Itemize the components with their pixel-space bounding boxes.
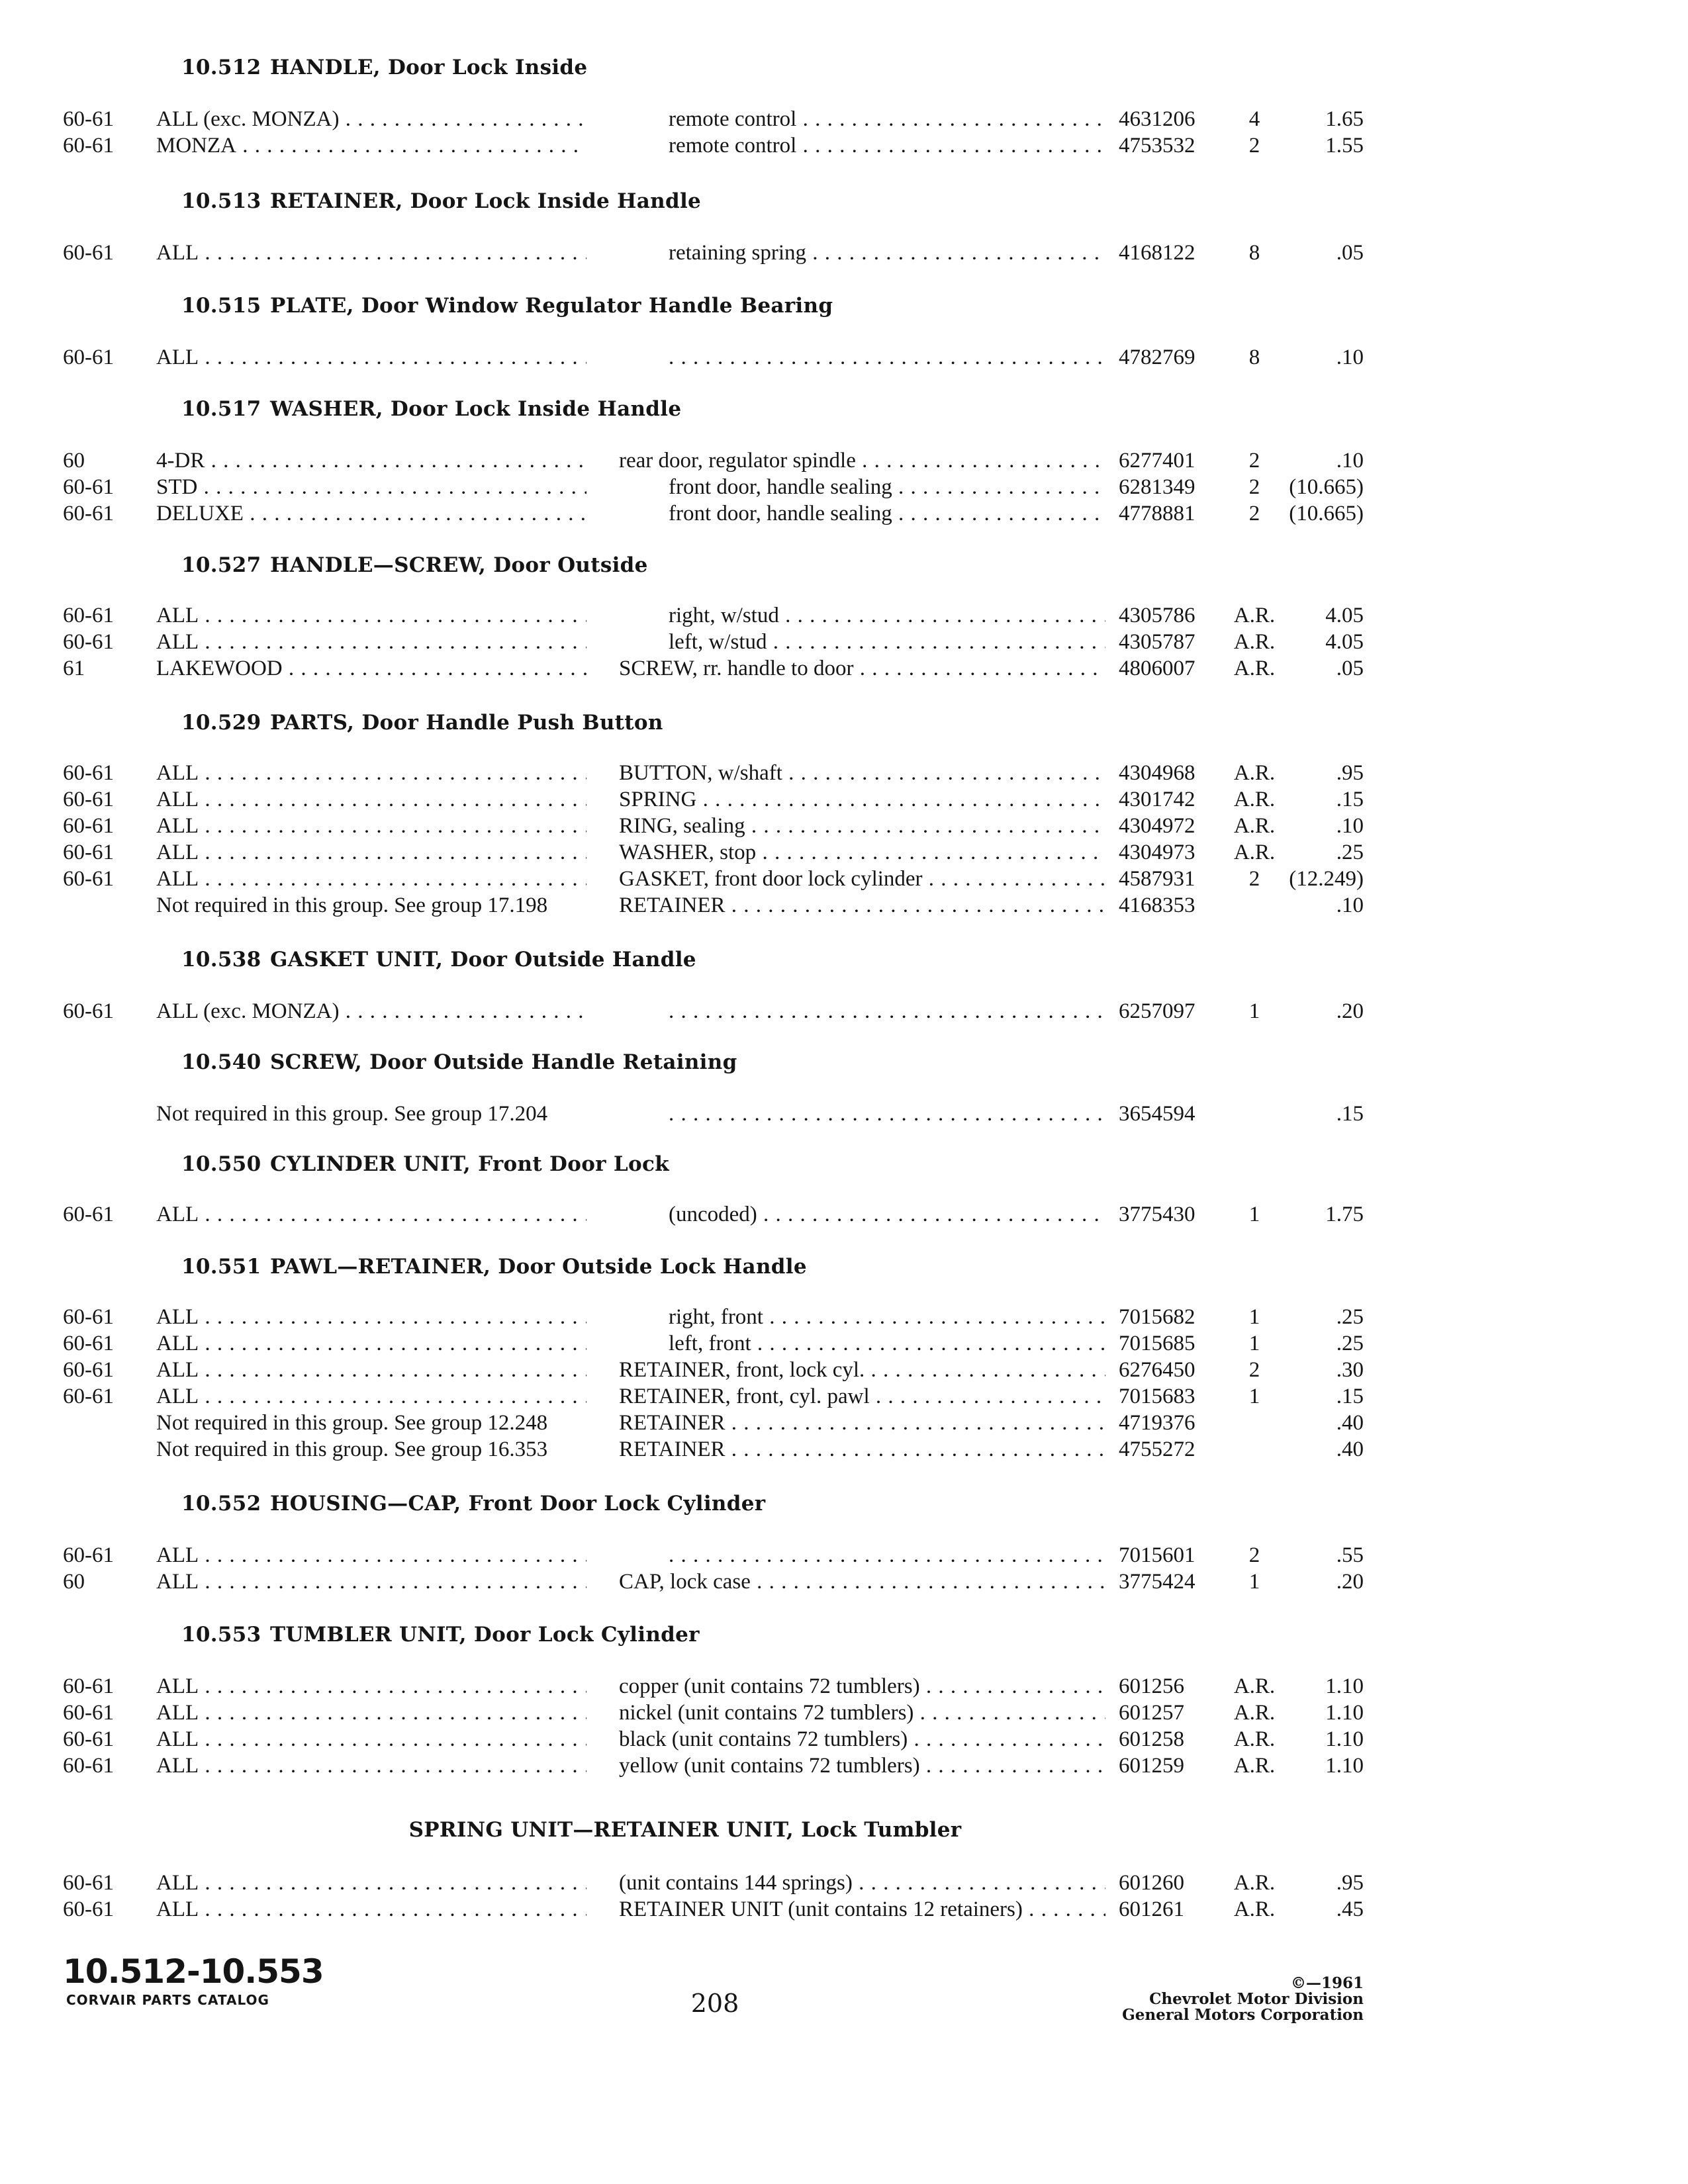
table-row [0, 132, 1370, 159]
model-cell: ALL . . . [156, 602, 586, 629]
year-cell: 60-61 [63, 1543, 114, 1567]
section-code: 10.527 [181, 553, 261, 577]
section-code: 10.529 [181, 711, 261, 735]
table-row [0, 839, 1370, 866]
table-row [0, 1383, 1370, 1410]
section-title: SPRING UNIT—RETAINER UNIT, Lock Tumbler [408, 1818, 962, 1842]
section-title: PAWL—RETAINER, Door Outside Lock Handle [270, 1255, 807, 1279]
quantity-cell: A.R. [1233, 1897, 1276, 1921]
quantity-cell: A.R. [1233, 1674, 1276, 1698]
section-heading [181, 945, 696, 974]
quantity-cell: 2 [1248, 1543, 1260, 1567]
description-cell: left, front . . . [669, 1330, 1105, 1357]
section-title: RETAINER, Door Lock Inside Handle [270, 189, 702, 213]
part-number-cell: 4304968 [1119, 761, 1196, 785]
table-row [0, 1101, 1370, 1127]
price-cell: .20 [1336, 1570, 1364, 1594]
model-cell: 4-DR . . . [156, 447, 586, 474]
table-row [0, 500, 1370, 527]
section-title: HANDLE—SCREW, Door Outside [270, 553, 648, 577]
description-cell [669, 998, 1105, 1024]
part-number-cell: 6277401 [1119, 449, 1196, 473]
price-cell: .40 [1336, 1411, 1364, 1435]
price-cell: .15 [1336, 1102, 1364, 1126]
model-cell: ALL . . . [156, 1896, 586, 1923]
table-row [0, 602, 1370, 629]
price-cell: .15 [1336, 1385, 1364, 1408]
part-number-cell: 7015682 [1119, 1305, 1196, 1329]
year-cell: 60-61 [63, 345, 114, 369]
model-cell: ALL . . . [156, 1569, 586, 1595]
quantity-cell: 2 [1248, 449, 1260, 473]
year-cell: 60-61 [63, 761, 114, 785]
price-cell: .10 [1336, 345, 1364, 369]
description-cell: right, w/stud . . . [669, 602, 1105, 629]
description-cell: black (unit contains 72 tumblers) . . . [619, 1726, 1105, 1752]
part-number-cell: 7015683 [1119, 1385, 1196, 1408]
table-row [0, 1542, 1370, 1569]
price-cell: .25 [1336, 841, 1364, 864]
price-cell: 4.05 [1325, 630, 1364, 654]
description-cell: RING, sealing . . . [619, 813, 1105, 839]
price-cell: 1.65 [1325, 107, 1364, 131]
section-title: HOUSING—CAP, Front Door Lock Cylinder [270, 1492, 766, 1516]
model-cell: ALL . . . [156, 1357, 586, 1383]
model-cell: LAKEWOOD . . . [156, 655, 586, 682]
year-cell: 60-61 [63, 1385, 114, 1408]
quantity-cell: 2 [1248, 867, 1260, 891]
description-cell: SPRING . . . [619, 786, 1105, 813]
model-cell: Not required in this group. See group 16.353 [156, 1437, 548, 1461]
quantity-cell: 1 [1248, 1332, 1260, 1355]
year-cell: 60-61 [63, 867, 114, 891]
description-cell: front door, handle sealing . . . [669, 500, 1105, 527]
quantity-cell: A.R. [1233, 604, 1276, 627]
year-cell: 60-61 [63, 788, 114, 811]
section-code: 10.512 [181, 56, 261, 79]
model-cell: ALL . . . [156, 1700, 586, 1726]
table-row [0, 655, 1370, 682]
table-row [0, 1726, 1370, 1752]
model-cell: ALL . . . [156, 1752, 586, 1779]
quantity-cell: 2 [1248, 475, 1260, 499]
table-row [0, 1357, 1370, 1383]
price-cell: .55 [1336, 1543, 1364, 1567]
description-cell: RETAINER, front, lock cyl. . . . [619, 1357, 1105, 1383]
section-code: 10.538 [181, 948, 261, 972]
part-number-cell: 6257097 [1119, 999, 1196, 1023]
year-cell: 60-61 [63, 841, 114, 864]
price-cell: .30 [1336, 1358, 1364, 1382]
part-number-cell: 3775430 [1119, 1203, 1196, 1226]
price-cell: 1.10 [1325, 1674, 1364, 1698]
model-cell: ALL . . . [156, 1673, 586, 1700]
year-cell: 60-61 [63, 604, 114, 627]
table-row [0, 106, 1370, 132]
model-cell: ALL . . . [156, 1383, 586, 1410]
copyright: ©—1961 [1290, 1974, 1364, 1992]
description-cell: copper (unit contains 72 tumblers) . . . [619, 1673, 1105, 1700]
description-cell: remote control . . . [669, 106, 1105, 132]
model-cell: ALL (exc. MONZA) . . . [156, 998, 586, 1024]
quantity-cell: A.R. [1233, 630, 1276, 654]
table-row [0, 1201, 1370, 1228]
quantity-cell: 1 [1248, 1570, 1260, 1594]
year-cell: 60-61 [63, 502, 114, 525]
model-cell: ALL . . . [156, 1542, 586, 1569]
description-cell: RETAINER . . . [619, 892, 1105, 919]
year-cell: 60-61 [63, 1727, 114, 1751]
table-row [0, 813, 1370, 839]
model-cell: ALL . . . [156, 1304, 586, 1330]
year-cell: 60-61 [63, 814, 114, 838]
year-cell: 60-61 [63, 1871, 114, 1895]
table-row [0, 1870, 1370, 1896]
quantity-cell: 1 [1248, 999, 1260, 1023]
year-cell: 60 [63, 1570, 85, 1594]
section-code: 10.553 [181, 1623, 261, 1647]
quantity-cell: 1 [1248, 1305, 1260, 1329]
part-number-cell: 601260 [1119, 1871, 1184, 1895]
quantity-cell: 8 [1248, 345, 1260, 369]
part-number-cell: 4301742 [1119, 788, 1196, 811]
description-cell: RETAINER . . . [619, 1410, 1105, 1436]
section-heading [181, 187, 701, 216]
model-cell: Not required in this group. See group 17.198 [156, 893, 548, 917]
section-code: 10.551 [181, 1255, 261, 1279]
section-code: 10.513 [181, 189, 261, 213]
quantity-cell: 2 [1248, 1358, 1260, 1382]
year-cell: 61 [63, 657, 85, 680]
price-cell: .45 [1336, 1897, 1364, 1921]
description-cell: rear door, regulator spindle . . . [619, 447, 1105, 474]
section-heading [181, 53, 587, 82]
table-row [0, 892, 1370, 919]
quantity-cell: 4 [1248, 107, 1260, 131]
description-cell [669, 344, 1105, 371]
part-number-cell: 4304973 [1119, 841, 1196, 864]
description-cell: remote control . . . [669, 132, 1105, 159]
footer-catalog-name: CORVAIR PARTS CATALOG [66, 1992, 269, 2008]
section-heading [0, 1815, 1370, 1844]
division: Chevrolet Motor Division [1149, 1990, 1364, 2008]
price-cell: 1.75 [1325, 1203, 1364, 1226]
description-cell [669, 1101, 1105, 1127]
part-number-cell: 601259 [1119, 1754, 1184, 1778]
part-number-cell: 6281349 [1119, 475, 1196, 499]
model-cell: ALL . . . [156, 813, 586, 839]
table-row [0, 1673, 1370, 1700]
quantity-cell: A.R. [1233, 814, 1276, 838]
part-number-cell: 4168353 [1119, 893, 1196, 917]
table-row [0, 1752, 1370, 1779]
model-cell: ALL . . . [156, 866, 586, 892]
description-cell: BUTTON, w/shaft . . . [619, 760, 1105, 786]
model-cell: ALL . . . [156, 240, 586, 266]
price-cell: (10.665) [1289, 502, 1364, 525]
model-cell: ALL . . . [156, 786, 586, 813]
table-row [0, 1700, 1370, 1726]
year-cell: 60-61 [63, 475, 114, 499]
description-cell: GASKET, front door lock cylinder . . . [619, 866, 1105, 892]
year-cell: 60-61 [63, 1674, 114, 1698]
table-row [0, 1896, 1370, 1923]
table-row [0, 474, 1370, 500]
price-cell: (10.665) [1289, 475, 1364, 499]
price-cell: .05 [1336, 657, 1364, 680]
model-cell: ALL . . . [156, 629, 586, 655]
description-cell: (unit contains 144 springs) . . . [619, 1870, 1105, 1896]
section-heading [181, 291, 833, 320]
part-number-cell: 601257 [1119, 1701, 1184, 1725]
price-cell: .95 [1336, 1871, 1364, 1895]
section-title: TUMBLER UNIT, Door Lock Cylinder [270, 1623, 700, 1647]
part-number-cell: 7015601 [1119, 1543, 1196, 1567]
description-cell: left, w/stud . . . [669, 629, 1105, 655]
table-row [0, 1410, 1370, 1436]
model-cell: ALL . . . [156, 1330, 586, 1357]
model-cell: ALL . . . [156, 1870, 586, 1896]
model-cell: ALL . . . [156, 760, 586, 786]
price-cell: .15 [1336, 788, 1364, 811]
section-code: 10.515 [181, 294, 261, 318]
section-heading [181, 1252, 807, 1281]
corporation: General Motors Corporation [1122, 2006, 1364, 2024]
price-cell: 1.10 [1325, 1701, 1364, 1725]
price-cell: .20 [1336, 999, 1364, 1023]
part-number-cell: 4305786 [1119, 604, 1196, 627]
part-number-cell: 3654594 [1119, 1102, 1196, 1126]
part-number-cell: 601256 [1119, 1674, 1184, 1698]
section-title: PARTS, Door Handle Push Button [270, 711, 663, 735]
part-number-cell: 601258 [1119, 1727, 1184, 1751]
price-cell: .25 [1336, 1332, 1364, 1355]
table-row [0, 998, 1370, 1024]
price-cell: .40 [1336, 1437, 1364, 1461]
price-cell: .10 [1336, 449, 1364, 473]
part-number-cell: 4753532 [1119, 134, 1196, 158]
quantity-cell: A.R. [1233, 841, 1276, 864]
table-row [0, 1304, 1370, 1330]
part-number-cell: 7015685 [1119, 1332, 1196, 1355]
price-cell: (12.249) [1289, 867, 1364, 891]
description-cell: RETAINER, front, cyl. pawl . . . [619, 1383, 1105, 1410]
section-heading [181, 1150, 669, 1179]
part-number-cell: 4305787 [1119, 630, 1196, 654]
model-cell: Not required in this group. See group 12.248 [156, 1411, 548, 1435]
section-heading [181, 1048, 737, 1077]
section-heading [181, 1489, 765, 1518]
table-row [0, 240, 1370, 266]
quantity-cell: A.R. [1233, 1701, 1276, 1725]
part-number-cell: 4778881 [1119, 502, 1196, 525]
description-cell: yellow (unit contains 72 tumblers) . . . [619, 1752, 1105, 1779]
quantity-cell: A.R. [1233, 1727, 1276, 1751]
table-row [0, 1569, 1370, 1595]
table-row [0, 344, 1370, 371]
year-cell: 60-61 [63, 1701, 114, 1725]
quantity-cell: A.R. [1233, 761, 1276, 785]
part-number-cell: 6276450 [1119, 1358, 1196, 1382]
section-code: 10.517 [181, 397, 261, 421]
price-cell: 1.10 [1325, 1727, 1364, 1751]
table-row [0, 760, 1370, 786]
part-number-cell: 4755272 [1119, 1437, 1196, 1461]
part-number-cell: 601261 [1119, 1897, 1184, 1921]
description-cell: SCREW, rr. handle to door . . . [619, 655, 1105, 682]
model-cell: ALL . . . [156, 839, 586, 866]
model-cell: Not required in this group. See group 17.204 [156, 1102, 548, 1126]
table-row [0, 447, 1370, 474]
section-heading [181, 551, 648, 580]
price-cell: .25 [1336, 1305, 1364, 1329]
footer-code-range: 10.512-10.553 [63, 1952, 324, 1991]
model-cell: STD . . . [156, 474, 586, 500]
model-cell: ALL . . . [156, 344, 586, 371]
description-cell: right, front . . . [669, 1304, 1105, 1330]
price-cell: .10 [1336, 814, 1364, 838]
section-code: 10.540 [181, 1050, 261, 1074]
part-number-cell: 4719376 [1119, 1411, 1196, 1435]
model-cell: ALL . . . [156, 1726, 586, 1752]
year-cell: 60-61 [63, 630, 114, 654]
table-row [0, 1330, 1370, 1357]
model-cell: MONZA . . . [156, 132, 586, 159]
footer-corporation [1122, 1976, 1364, 2023]
year-cell: 60-61 [63, 107, 114, 131]
model-cell: ALL . . . [156, 1201, 586, 1228]
section-heading [181, 394, 681, 424]
part-number-cell: 3775424 [1119, 1570, 1196, 1594]
year-cell: 60-61 [63, 1358, 114, 1382]
description-cell: WASHER, stop . . . [619, 839, 1105, 866]
table-row [0, 866, 1370, 892]
description-cell: retaining spring . . . [669, 240, 1105, 266]
quantity-cell: A.R. [1233, 1754, 1276, 1778]
quantity-cell: 8 [1248, 241, 1260, 265]
price-cell: .05 [1336, 241, 1364, 265]
model-cell: DELUXE . . . [156, 500, 586, 527]
year-cell: 60-61 [63, 1305, 114, 1329]
section-heading [181, 1620, 700, 1649]
year-cell: 60 [63, 449, 85, 473]
section-title: CYLINDER UNIT, Front Door Lock [270, 1152, 669, 1176]
description-cell: RETAINER UNIT (unit contains 12 retainers) . . . [619, 1896, 1105, 1923]
description-cell: (uncoded) . . . [669, 1201, 1105, 1228]
quantity-cell: 1 [1248, 1203, 1260, 1226]
section-title: GASKET UNIT, Door Outside Handle [270, 948, 696, 972]
table-row [0, 629, 1370, 655]
year-cell: 60-61 [63, 134, 114, 158]
year-cell: 60-61 [63, 999, 114, 1023]
section-title: WASHER, Door Lock Inside Handle [270, 397, 682, 421]
description-cell: CAP, lock case . . . [619, 1569, 1105, 1595]
section-code: 10.550 [181, 1152, 261, 1176]
table-row [0, 786, 1370, 813]
price-cell: 1.10 [1325, 1754, 1364, 1778]
section-code: 10.552 [181, 1492, 261, 1516]
section-heading [181, 708, 663, 737]
quantity-cell: A.R. [1233, 657, 1276, 680]
quantity-cell: A.R. [1233, 1871, 1276, 1895]
table-row [0, 1436, 1370, 1463]
year-cell: 60-61 [63, 241, 114, 265]
quantity-cell: 2 [1248, 134, 1260, 158]
price-cell: 4.05 [1325, 604, 1364, 627]
description-cell: nickel (unit contains 72 tumblers) . . . [619, 1700, 1105, 1726]
part-number-cell: 4631206 [1119, 107, 1196, 131]
part-number-cell: 4587931 [1119, 867, 1196, 891]
part-number-cell: 4806007 [1119, 657, 1196, 680]
description-cell: front door, handle sealing . . . [669, 474, 1105, 500]
section-title: HANDLE, Door Lock Inside [270, 56, 588, 79]
page-number: 208 [690, 1989, 739, 2018]
price-cell: .95 [1336, 761, 1364, 785]
section-title: PLATE, Door Window Regulator Handle Bearing [270, 294, 833, 318]
quantity-cell: A.R. [1233, 788, 1276, 811]
description-cell [669, 1542, 1105, 1569]
part-number-cell: 4782769 [1119, 345, 1196, 369]
price-cell: 1.55 [1325, 134, 1364, 158]
quantity-cell: 1 [1248, 1385, 1260, 1408]
year-cell: 60-61 [63, 1332, 114, 1355]
description-cell: RETAINER . . . [619, 1436, 1105, 1463]
year-cell: 60-61 [63, 1754, 114, 1778]
section-title: SCREW, Door Outside Handle Retaining [270, 1050, 737, 1074]
quantity-cell: 2 [1248, 502, 1260, 525]
part-number-cell: 4304972 [1119, 814, 1196, 838]
year-cell: 60-61 [63, 1897, 114, 1921]
year-cell: 60-61 [63, 1203, 114, 1226]
model-cell: ALL (exc. MONZA) . . . [156, 106, 586, 132]
price-cell: .10 [1336, 893, 1364, 917]
part-number-cell: 4168122 [1119, 241, 1196, 265]
